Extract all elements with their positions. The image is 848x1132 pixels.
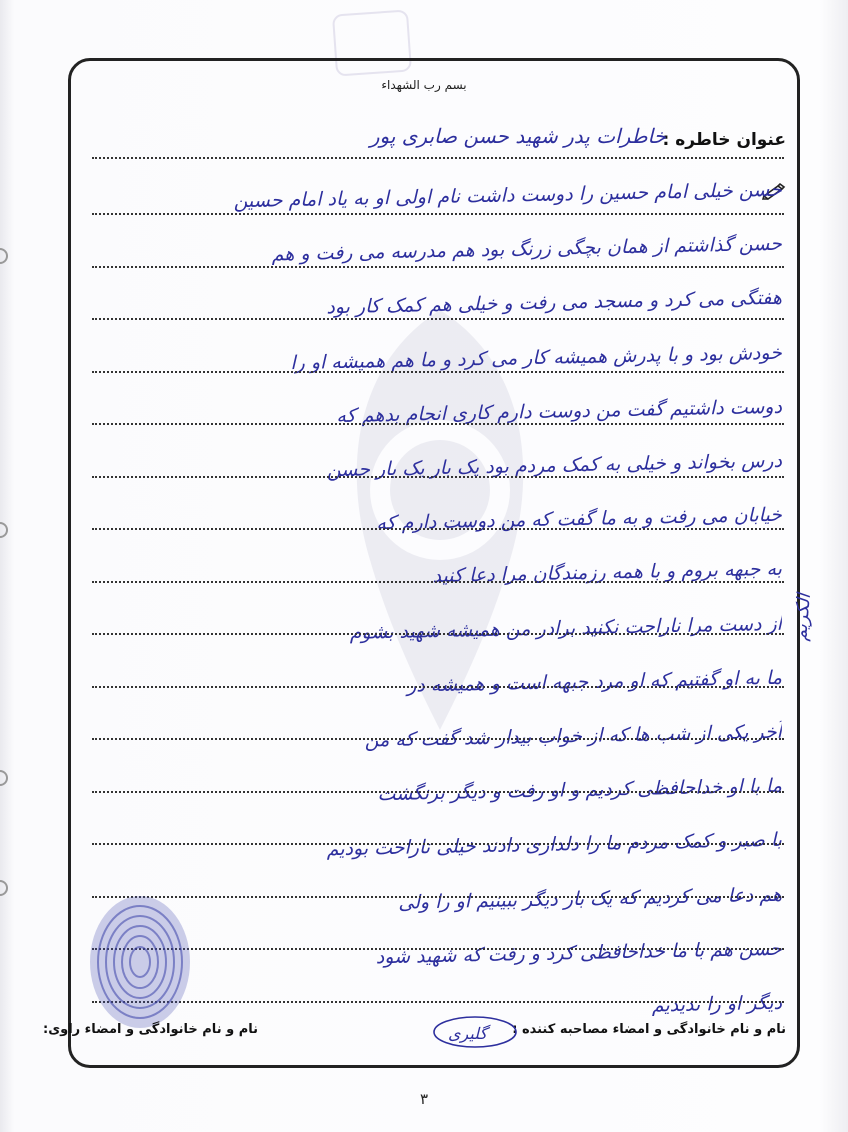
handwritten-line: هفتگی می کرد و مسجد می رفت و خیلی هم کمک کار بود — [326, 287, 783, 319]
interviewer-label: نام و نام خانوادگی و امضاء مصاحبه کننده : — [512, 1022, 786, 1037]
handwritten-line: از دست مرا ناراحت نکنید برادر من همیشه شهید بشوم — [349, 612, 783, 644]
fingerprint-mark — [86, 892, 194, 1032]
dotted-line — [92, 791, 784, 793]
dotted-line — [92, 528, 784, 530]
handwritten-line: ما به او گفتیم که او مرد جبهه است و همیشه در — [406, 666, 783, 697]
handwritten-line: درس بخواند و خیلی به کمک مردم بود یک بار یک بار حسن — [326, 449, 783, 482]
binder-ring — [0, 770, 8, 786]
dotted-line — [92, 371, 784, 373]
handwritten-line: حسن هم با ما خداحافظی کرد و رفت که شهید شود — [375, 937, 783, 969]
handwritten-line: حسن خیلی امام حسین را دوست داشت نام اولی او به یاد امام حسین — [233, 178, 783, 213]
handwritten-line: دوست داشتیم گفت من دوست دارم کاری انجام بدهم که — [336, 395, 783, 427]
handwritten-line: هم دعا می کردیم که یک بار دیگر ببینیم او را ولی — [398, 883, 783, 914]
dotted-line — [92, 1001, 784, 1003]
dotted-line — [92, 213, 784, 215]
interviewer-signature: گلیری — [448, 1024, 488, 1043]
dotted-line — [92, 843, 784, 845]
dotted-line — [92, 476, 784, 478]
handwritten-line: با صبر و کمک مردم ما را دلداری دادند خیلی ناراحت بودیم — [326, 829, 783, 861]
handwritten-line: خیابان می رفت و به ما گفت که من دوست دارم که — [376, 503, 783, 535]
binder-ring — [0, 880, 8, 896]
binder-ring — [0, 522, 8, 538]
dotted-line — [92, 686, 784, 688]
dotted-line — [92, 896, 784, 898]
title-handwriting: خاطرات پدر شهید حسن صابری پور — [369, 124, 666, 148]
basmala-header: بسم رب الشهداء — [381, 78, 467, 92]
dotted-line — [92, 423, 784, 425]
handwritten-line: دیگر او را ندیدیم — [651, 991, 783, 1017]
binder-ring — [0, 248, 8, 264]
handwritten-line: ما با او خداحافظی کردیم و او رفت و دیگر برنگشت — [377, 774, 783, 806]
handwritten-line: خودش بود و با پدرش همیشه کار می کرد و ما هم همیشه او را — [290, 341, 783, 374]
dotted-line — [92, 581, 784, 583]
dotted-line — [92, 266, 784, 268]
title-label: عنوان خاطره : — [662, 130, 786, 150]
handwritten-line: به جبهه بروم و با همه رزمندگان مرا دعا کنید — [432, 558, 783, 588]
dotted-line — [92, 948, 784, 950]
narrator-label: نام و نام خانوادگی و امضاء راوی: — [43, 1022, 258, 1037]
dotted-line — [92, 633, 784, 635]
margin-note-right: الکریم — [790, 592, 816, 642]
dotted-line — [92, 157, 784, 159]
handwritten-line: آخر یکی از شب ها که از خواب بیدار شد گفت که من — [364, 720, 783, 752]
dotted-line — [92, 318, 784, 320]
handwritten-line: حسن گذاشتم از همان بچگی زرنگ بود هم مدرسه می رفت و هم — [271, 232, 783, 266]
page-number: ۳ — [419, 1090, 429, 1108]
dotted-line — [92, 738, 784, 740]
